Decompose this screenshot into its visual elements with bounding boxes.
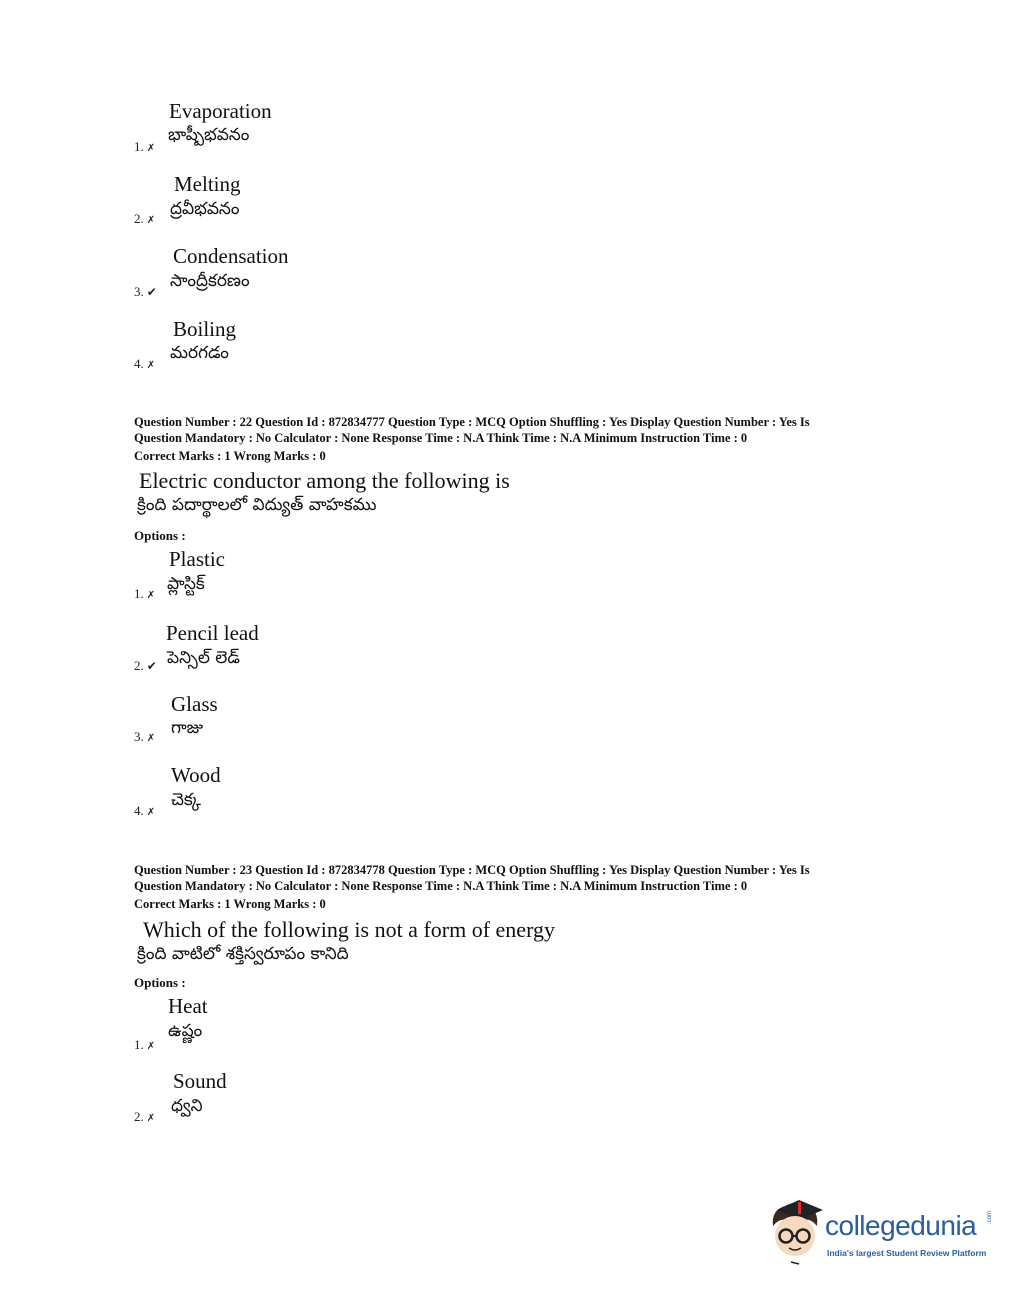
option-text-en: Sound	[173, 1069, 227, 1093]
question-meta	[134, 862, 894, 894]
option-text-en: Wood	[171, 763, 221, 787]
option-number: 2. ✗	[134, 1109, 159, 1125]
mascot-icon	[765, 1196, 825, 1268]
question-marks: Correct Marks : 1 Wrong Marks : 0	[134, 897, 326, 911]
option-number: 3. ✔	[134, 284, 157, 299]
option-text-en: Glass	[171, 692, 218, 716]
option-text-te: ద్రవీభవనం	[170, 199, 240, 219]
option-text-te: గాజు	[171, 718, 204, 738]
correct-check-icon: ✔	[146, 659, 157, 673]
logo-tagline: India's largest Student Review Platform	[827, 1248, 987, 1258]
option-number: 2. ✗	[134, 211, 159, 227]
correct-check-icon: ✔	[146, 285, 157, 299]
option-text-en: Heat	[168, 994, 208, 1018]
meta-line: Question Number : 22 Question Id : 872834777 Question Type : MCQ Option Shuffling : Yes Display Question Number : Yes Is	[134, 415, 810, 429]
meta-line: Question Mandatory : No Calculator : None Response Time : N.A Think Time : N.A Minimum Instruction Time : 0	[134, 879, 748, 893]
wrong-mark-icon: ✗	[146, 360, 156, 371]
option-number: 4. ✗	[134, 803, 159, 819]
question-text-en: Which of the following is not a form of energy	[143, 917, 555, 942]
option-number: 1. ✗	[134, 139, 159, 155]
wrong-mark-icon: ✗	[146, 1113, 156, 1124]
logo-name: collegedunia	[825, 1210, 977, 1241]
option-text-en: Boiling	[173, 317, 237, 341]
option-number: 4. ✗	[134, 356, 159, 372]
question-text-en: Electric conductor among the following is	[139, 468, 510, 493]
option-number: 2. ✔	[134, 658, 157, 673]
option-text-en: Melting	[174, 172, 241, 196]
question-text-te: క్రింది వాటిలో శక్తిస్వరూపం కానిది	[137, 944, 349, 964]
question-meta	[134, 414, 894, 446]
options-label: Options :	[134, 975, 186, 990]
wrong-mark-icon: ✗	[146, 807, 156, 818]
wrong-mark-icon: ✗	[146, 1041, 156, 1052]
question-marks: Correct Marks : 1 Wrong Marks : 0	[134, 449, 326, 463]
wrong-mark-icon: ✗	[146, 590, 156, 601]
option-text-en: Pencil lead	[166, 621, 259, 645]
wrong-mark-icon: ✗	[146, 143, 156, 154]
option-number: 1. ✗	[134, 586, 159, 602]
option-number: 1. ✗	[134, 1037, 159, 1053]
meta-line: Question Mandatory : No Calculator : None Response Time : N.A Think Time : N.A Minimum Instruction Time : 0	[134, 431, 748, 445]
option-text-te: భాష్పీభవనం	[168, 125, 250, 145]
wrong-mark-icon: ✗	[146, 215, 156, 226]
option-text-te: ధ్వని	[171, 1096, 203, 1116]
option-text-en: Plastic	[169, 547, 225, 571]
meta-line: Question Number : 23 Question Id : 872834778 Question Type : MCQ Option Shuffling : Yes Display Question Number : Yes Is	[134, 863, 810, 877]
collegedunia-logo	[765, 1196, 995, 1276]
wrong-mark-icon: ✗	[146, 733, 156, 744]
option-text-en: Evaporation	[169, 99, 272, 123]
option-text-te: సాంద్రీకరణం	[170, 271, 250, 291]
option-text-te: పెన్సిల్ లెడ్	[167, 648, 240, 668]
logo-suffix: .com	[987, 1210, 993, 1224]
options-label: Options :	[134, 528, 186, 543]
question-text-te: క్రింది పదార్థాలలో విద్యుత్ వాహకము	[137, 495, 377, 515]
option-text-te: ప్లాస్టిక్	[167, 574, 205, 594]
option-text-te: ఉష్ణం	[168, 1021, 203, 1041]
option-text-te: చెక్క	[171, 790, 202, 810]
option-text-en: Condensation	[173, 244, 289, 268]
option-text-te: మరగడం	[170, 343, 229, 363]
option-number: 3. ✗	[134, 729, 159, 745]
